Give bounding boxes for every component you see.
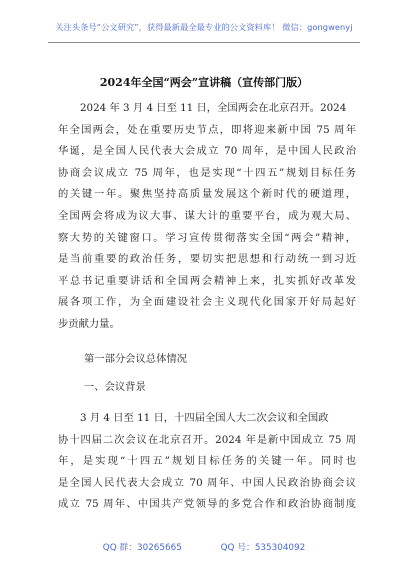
paragraph-background [58,408,356,516]
paragraph-line: 是全国人民代表大会成立 70 周年、中国人民政治协商会议 [58,476,356,489]
footer-qq-group: QQ 群：30265665 [102,543,182,553]
paragraph-line: 协十四届二次会议在北京召开。2024 年是新中国成立 75 周 [58,433,356,446]
header-note: 关注头条号“公文研究”，获得最新最全最专业的公文资料库！ 微信：gongwenyj [55,22,353,32]
paragraph-line: 成立 75 周年、中国共产党领导的多党合作和政治协商制度 [58,498,356,511]
paragraph-line: 2024 年 3 月 4 日至 11 日，全国两会在北京召开。2024 [80,102,347,114]
footer-contact [0,540,408,553]
document-title: 2024年全国“两会”宣讲稿（宣传部门版） [99,76,309,89]
paragraph-intro [58,98,356,336]
paragraph-line: 察大势的关键窗口。学习宣传贯彻落实全国“两会”精神， [58,231,356,244]
paragraph-line: 协商会议成立 75 周年，也是实现“十四五”规划目标任务 [58,166,356,179]
paragraph-line: 全国两会将成为议大事、谋大计的重要平台，成为观大局、 [58,209,356,222]
paragraph-line: 步贡献力量。 [58,317,120,330]
paragraph-line: 的关键一年。聚焦坚持高质量发展这个新时代的硬道理， [58,188,356,201]
paragraph-line: 是当前重要的政治任务，要切实把思想和行动统一到习近 [58,253,356,266]
paragraph-line: 华诞，是全国人民代表大会成立 70 周年，是中国人民政治 [58,145,356,158]
paragraph-line: 3 月 4 日至 11 日，十四届全国人大二次会议和全国政 [80,412,329,424]
paragraph-line: 年，是实现“十四五”规划目标任务的关键一年。同时也 [58,455,356,468]
paragraph-line: 年全国两会，处在重要历史节点，即将迎来新中国 75 周年 [58,123,356,136]
section-heading: 一、会议背景 [84,381,146,393]
part-heading: 第一部分会议总体情况 [84,353,187,365]
paragraph-line: 平总书记重要讲话和全国两会精神上来，扎实抓好改革发 [58,274,356,287]
paragraph-line: 展各项工作，为全面建设社会主义现代化国家开好局起好 [58,296,356,309]
footer-qq-number: QQ 号：535304092 [220,543,306,553]
header-divider [48,42,360,43]
